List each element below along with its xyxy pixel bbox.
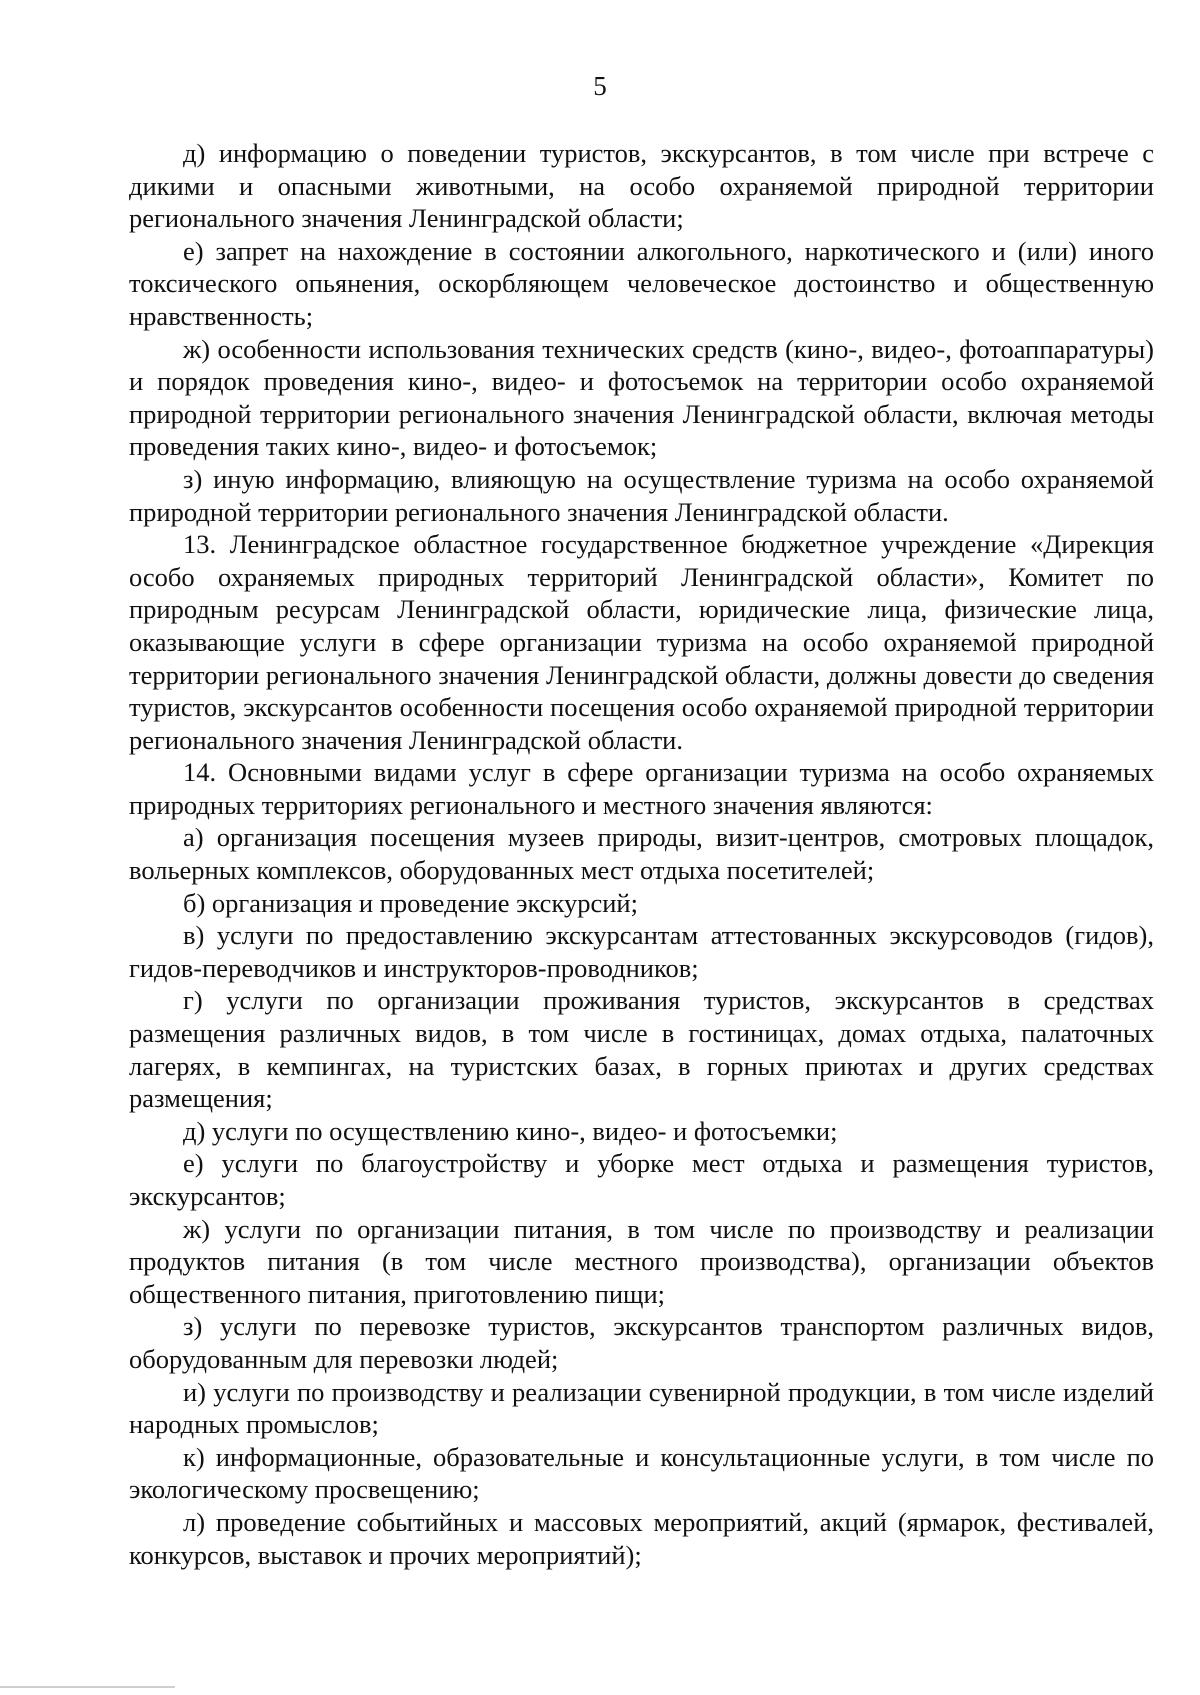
paragraph-service-zh: ж) услуги по организации питания, в том числе по производству и реализации продуктов питания (в том числе местного производства), организации объектов общественного питания, приготовлению пищи; bbox=[129, 1213, 1154, 1309]
paragraph-service-g: г) услуги по организации проживания туристов, экскурсантов в средствах размещения различных видов, в том числе в гостиницах, домах отдыха, палаточных лагерях, в кемпингах, на туристских базах, в горных приютах и других средствах размещения; bbox=[129, 985, 1154, 1114]
paragraph-service-e: е) услуги по благоустройству и уборке мест отдыха и размещения туристов, экскурсантов; bbox=[129, 1148, 1154, 1211]
document-body bbox=[129, 137, 1154, 1571]
paragraph-service-z: з) услуги по перевозке туристов, экскурсантов транспортом различных видов, оборудованным для перевозки людей; bbox=[129, 1311, 1154, 1374]
paragraph-service-k: к) информационные, образовательные и консультационные услуги, в том числе по экологическому просвещению; bbox=[129, 1441, 1154, 1505]
paragraph-item-z-other-info: з) иную информацию, влияющую на осуществление туризма на особо охраняемой природной территории регионального значения Ленинградской области. bbox=[129, 463, 1154, 527]
paragraph-service-b: б) организация и проведение экскурсий; bbox=[183, 887, 638, 918]
paragraph-service-a: а) организация посещения музеев природы, визит-центров, смотровых площадок, вольерных комплексов, оборудованных мест отдыха посетителей; bbox=[129, 822, 1154, 886]
paragraph-service-d: д) услуги по осуществлению кино-, видео- и фотосъемки; bbox=[183, 1115, 838, 1146]
paragraph-service-l: л) проведение событийных и массовых мероприятий, акций (ярмарок, фестивалей, конкурсов, выставок и прочих мероприятий); bbox=[129, 1506, 1154, 1570]
page-number: 5 bbox=[593, 71, 607, 101]
paragraph-clause-14: 14. Основными видами услуг в сфере организации туризма на особо охраняемых природных территориях регионального и местного значения являются: bbox=[129, 757, 1154, 820]
paragraph-clause-13: 13. Ленинградское областное государственное бюджетное учреждение «Дирекция особо охраняемых природных территорий Ленинградской области», Комитет по природным ресурсам Ленинградской области, юридические лица, физические лица, оказывающие услуги в сфере организации туризма на особо охраняемой природной территории регионального значения Ленинградской области, должны довести до сведения туристов, экскурсантов особенности посещения особо охраняемой природной территории регионального значения Ленинградской области. bbox=[129, 529, 1154, 755]
paragraph-item-e-prohibition: е) запрет на нахождение в состоянии алкогольного, наркотического и (или) иного токсического опьянения, оскорбляющем человеческое достоинство и общественную нравственность; bbox=[129, 235, 1154, 331]
paragraph-item-zh-filming: ж) особенности использования технических средств (кино-, видео-, фотоаппаратуры) и порядок проведения кино-, видео- и фотосъемок на территории особо охраняемой природной территории регионального значения Ленинградской области, включая методы проведения таких кино-, видео- и фотосъемок; bbox=[129, 333, 1154, 462]
paragraph-item-d-info: д) информацию о поведении туристов, экскурсантов, в том числе при встрече с дикими и опасными животными, на особо охраняемой природной территории регионального значения Ленинградской области; bbox=[129, 138, 1154, 234]
scan-bottom-edge bbox=[0, 1686, 175, 1688]
paragraph-service-i: и) услуги по производству и реализации сувенирной продукции, в том числе изделий народных промыслов; bbox=[129, 1376, 1154, 1440]
paragraph-service-v: в) услуги по предоставлению экскурсантам аттестованных экскурсоводов (гидов), гидов-переводчиков и инструкторов-проводников; bbox=[129, 920, 1154, 983]
